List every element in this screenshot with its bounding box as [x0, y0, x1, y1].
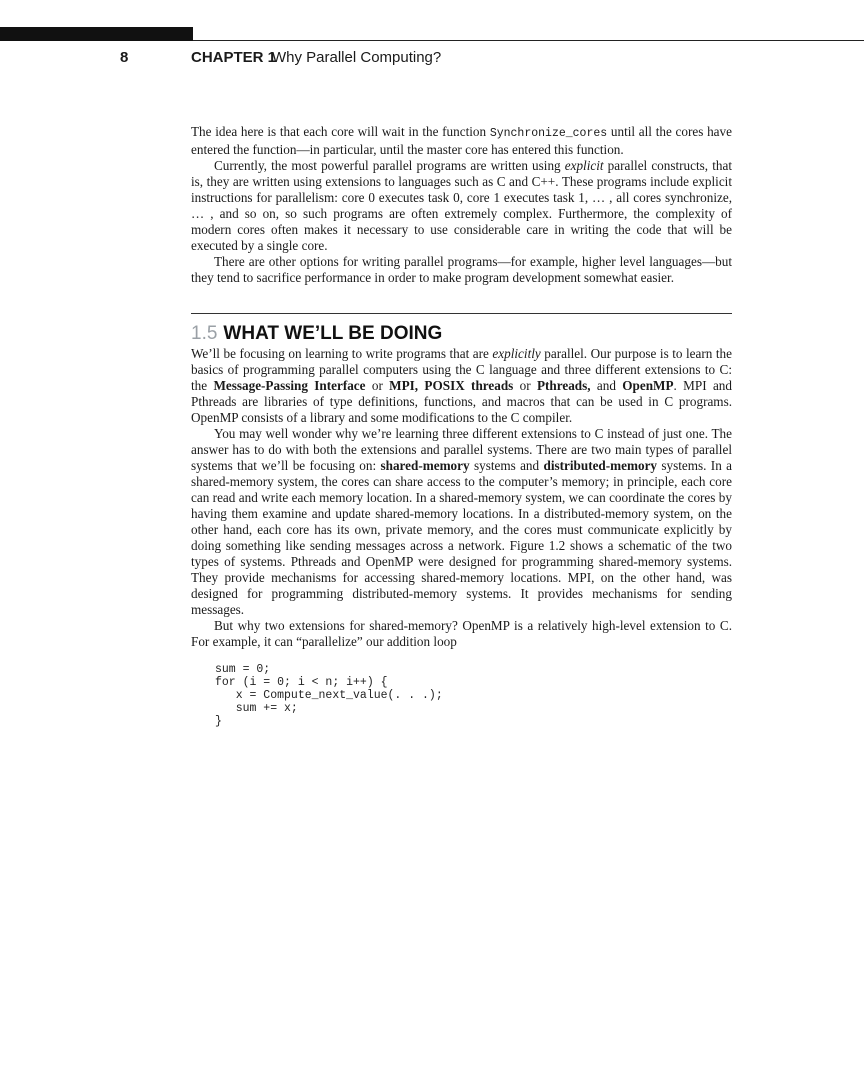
text-run: until all the cores have entered the function—in particular, until the master core has entered this function.	[191, 124, 732, 157]
text-run: systems and	[469, 458, 544, 473]
text-run: The idea here is that each core will wait in the function	[191, 124, 490, 139]
term-bold: Pthreads,	[536, 378, 591, 393]
section-paragraph-3: But why two extensions for shared-memory? OpenMP is a relatively high-level extension to C. For example, it can “parallelize” our addition loop	[191, 618, 732, 649]
section-number: 1.5	[191, 323, 218, 344]
text-run: You may well wonder why we’re learning three different extensions to C instead of just one. The answer has to do with both the extensions and parallel systems. There are two main types of parallel systems that we’ll be focusing on:	[191, 426, 732, 473]
header-bar	[0, 27, 193, 41]
emphasis: explicitly	[492, 346, 541, 361]
emphasis: explicit	[564, 158, 604, 173]
page-body	[191, 124, 732, 728]
text-run: We’ll be focusing on learning to write programs that are	[191, 346, 493, 361]
inline-code: Synchronize_cores	[489, 127, 608, 140]
code-line: x = Compute_next_value(. . .);	[215, 689, 443, 702]
text-run: or	[365, 378, 390, 393]
code-line: }	[215, 715, 222, 728]
term-bold: Message-Passing Interface	[213, 378, 366, 393]
term-bold: MPI, POSIX threads	[389, 378, 514, 393]
chapter-label: CHAPTER 1	[191, 49, 277, 66]
header-rule	[193, 40, 864, 41]
code-line: sum += x;	[215, 702, 298, 715]
chapter-title: Why Parallel Computing?	[272, 49, 442, 66]
text-run: parallel. Our purpose is to learn the basics of programming parallel computers using the C language and three different extensions to C: the	[191, 346, 732, 393]
code-line: sum = 0;	[215, 663, 271, 676]
text-run: . MPI and Pthreads are libraries of type definitions, functions, and macros that can be used in C programs. OpenMP consists of a library and some modifications to the C compiler.	[191, 378, 732, 425]
intro-paragraph-2	[191, 158, 732, 254]
running-header	[0, 48, 864, 70]
intro-paragraph-1	[191, 124, 732, 158]
text-run: parallel constructs, that is, they are written using extensions to languages such as C and C++. These programs include explicit instructions for parallelism: core 0 executes task 0, core 1 executes task 1, … , all cores synchronize, … , and so on, so such programs are often extremely complex. Furthermore, the complexity of modern cores often makes it necessary to use considerable care in writing the code that will be executed by a single core.	[191, 158, 732, 253]
term-bold: OpenMP	[622, 378, 674, 393]
text-run: or	[513, 378, 537, 393]
text-run: Currently, the most powerful parallel programs are written using	[214, 158, 565, 173]
code-line: for (i = 0; i < n; i++) {	[215, 676, 388, 689]
section-rule	[191, 313, 732, 314]
intro-block	[191, 124, 732, 286]
text-run: and	[590, 378, 623, 393]
section-heading	[191, 322, 732, 346]
page-number: 8	[120, 49, 129, 66]
section-block	[191, 346, 732, 650]
term-bold: shared-memory	[380, 458, 470, 473]
text-run: systems. In a shared-memory system, the cores can share access to the computer’s memory; in principle, each core can read and write each memory location. In a shared-memory system, we can coordinate the cores by having them examine and update shared-memory locations. In a distributed-memory system, on the other hand, each core has its own, private memory, and the cores must communicate explicitly by doing something like sending messages across a network. Figure 1.2 shows a schematic of the two types of systems. Pthreads and OpenMP were designed for programming shared-memory systems. They provide mechanisms for accessing shared-memory locations. MPI, on the other hand, was designed for programming distributed-memory systems. It provides mechanisms for sending messages.	[191, 458, 732, 617]
section-title: WHAT WE’LL BE DOING	[223, 323, 443, 344]
section-paragraph-2	[191, 426, 732, 618]
code-listing	[215, 663, 732, 728]
section-paragraph-1	[191, 346, 732, 426]
term-bold: distributed-memory	[543, 458, 658, 473]
intro-paragraph-3: There are other options for writing parallel programs—for example, higher level languages—but they tend to sacrifice performance in order to make program development somewhat easier.	[191, 254, 732, 285]
